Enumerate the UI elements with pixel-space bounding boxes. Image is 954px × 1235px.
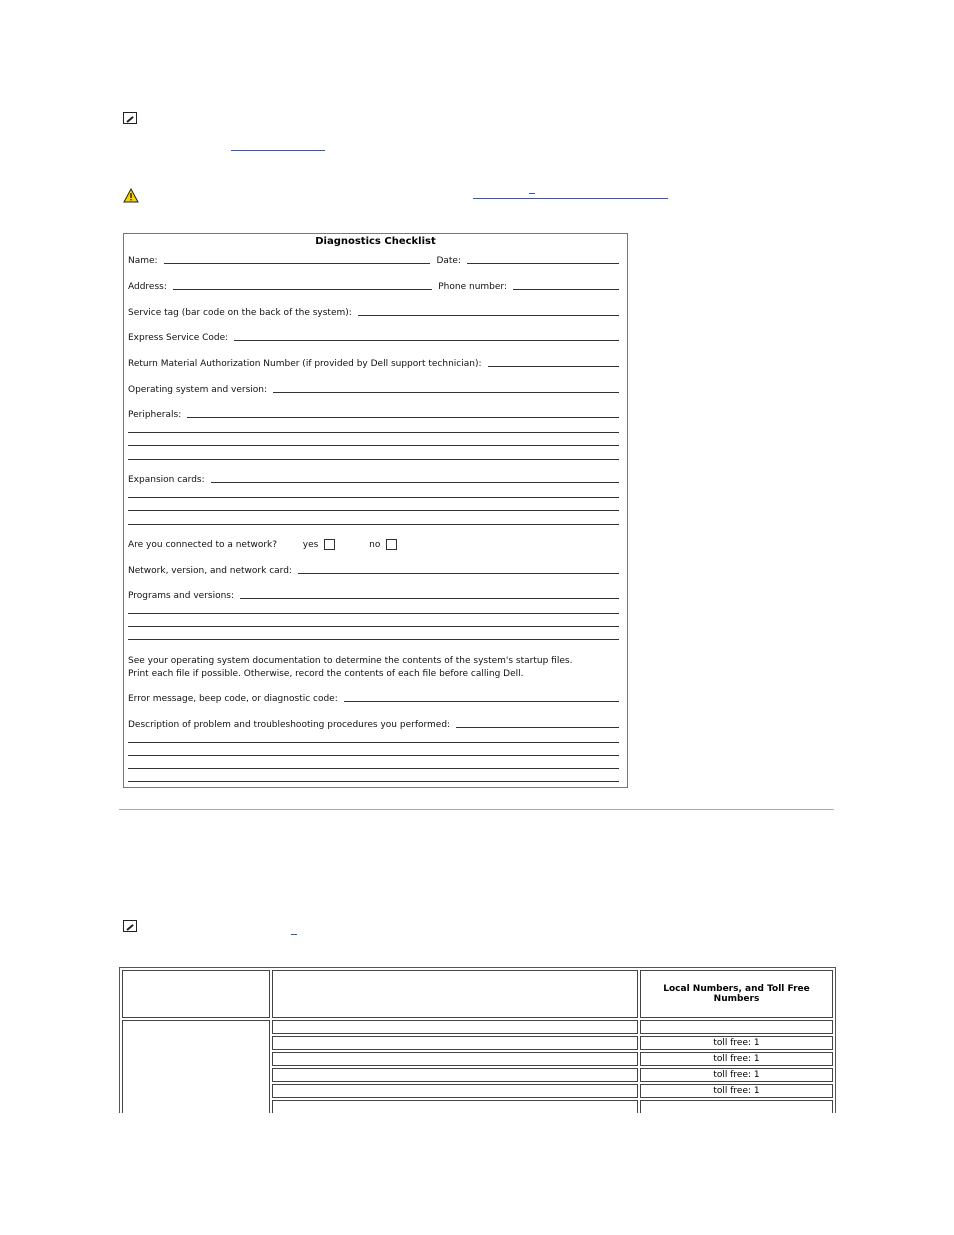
- os-label: Operating system and version:: [128, 385, 268, 395]
- checklist-title: Diagnostics Checklist: [315, 236, 436, 247]
- header-cell-department: [272, 970, 638, 1018]
- no-label: no: [369, 540, 381, 550]
- number-cell: [640, 1020, 833, 1034]
- number-cell: toll free: 1: [640, 1036, 833, 1050]
- department-cell: [272, 1084, 638, 1098]
- department-cell: [272, 1036, 638, 1050]
- number-cell: toll free: 1: [640, 1084, 833, 1098]
- phone-label: Phone number:: [438, 282, 507, 292]
- number-cell: toll free: 1: [640, 1052, 833, 1066]
- error-label: Error message, beep code, or diagnostic code:: [128, 694, 338, 704]
- number-cell: [640, 1100, 833, 1113]
- network-label: Network, version, and network card:: [128, 566, 292, 576]
- startup-line-1: See your operating system documentation to determine the contents of the system's startup files.: [128, 656, 573, 666]
- express-code-label: Express Service Code:: [128, 333, 229, 343]
- header-cell-country: [122, 970, 270, 1018]
- department-cell: [272, 1052, 638, 1066]
- name-label: Name:: [128, 256, 158, 266]
- rma-label: Return Material Authorization Number (if provided by Dell support technician):: [128, 359, 482, 369]
- department-cell: [272, 1020, 638, 1034]
- number-cell: toll free: 1: [640, 1068, 833, 1082]
- header-cell-numbers: Local Numbers, and Toll Free Numbers: [640, 970, 833, 1018]
- service-tag-label: Service tag (bar code on the back of the system):: [128, 308, 352, 318]
- department-cell: [272, 1068, 638, 1082]
- description-label: Description of problem and troubleshooting procedures you performed:: [128, 720, 451, 730]
- address-label: Address:: [128, 282, 167, 292]
- startup-line-2: Print each file if possible. Otherwise, record the contents of each file before calling Dell.: [128, 669, 524, 679]
- contact-table: [119, 967, 836, 1113]
- programs-label: Programs and versions:: [128, 591, 235, 601]
- country-cell: [122, 1020, 270, 1113]
- network-question: Are you connected to a network?: [128, 540, 278, 550]
- peripherals-label: Peripherals:: [128, 410, 182, 420]
- yes-label: yes: [302, 540, 319, 550]
- department-cell: [272, 1100, 638, 1113]
- expansion-label: Expansion cards:: [128, 475, 205, 485]
- date-label: Date:: [436, 256, 461, 266]
